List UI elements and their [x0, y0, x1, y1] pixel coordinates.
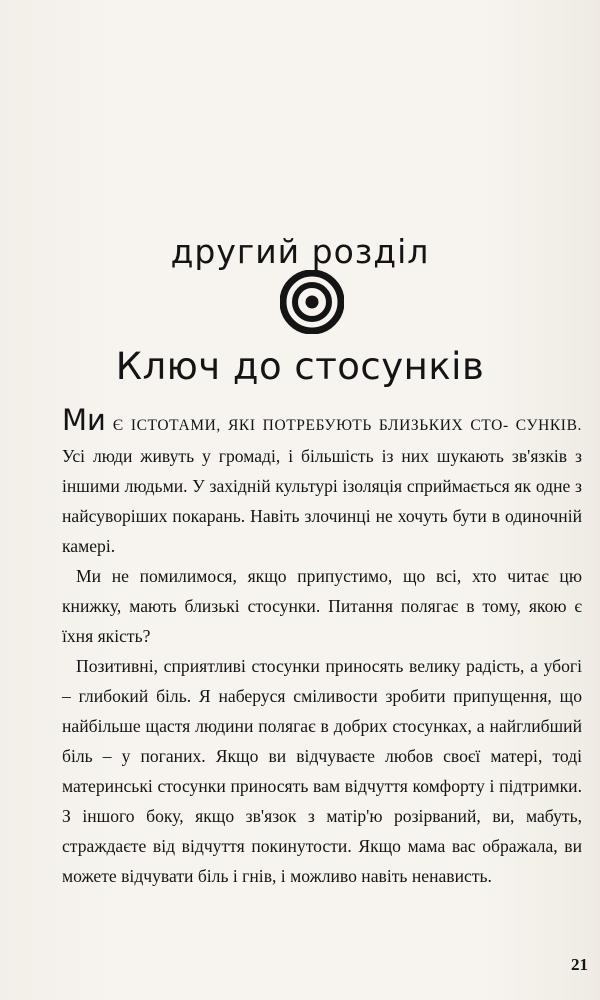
- page-number: 21: [571, 955, 588, 974]
- paragraph-1-text: Усі люди живуть у громаді, і більшість із них шукають зв'язків з іншими людьми. У західній культурі ізоляція сприймається як одне з найсуворіших покарань. Навіть злочинці не хочуть бути в одиночній камері.: [62, 446, 582, 556]
- chapter-title: Ключ до стосунків: [115, 345, 485, 388]
- chapter-label: другий розділ: [170, 232, 430, 271]
- concentric-circles-icon: [280, 270, 344, 334]
- paragraph-3: Позитивні, сприятливі стосунки приносять велику радість, а убогі – глибокий біль. Я наберуся сміливости зробити припущення, що найбільше щастя людини полягає в добрих стосунках, а найглибший біль – у поганих. Якщо ви відчуваєте любов своєї матері, тоді материнські стосунки приносять вам відчуття комфорту і підтримки. З іншого боку, якщо зв'язок з матір'ю розірваний, ви, мабуть, страждаєте від відчуття покинутости. Якщо мама вас ображала, ви можете відчувати біль і гнів, і можливо навіть ненависть.: [62, 656, 582, 886]
- paragraph-1: [62, 405, 582, 561]
- drop-cap: Ми: [62, 403, 106, 437]
- paragraph-2: Ми не помилимося, якщо припустимо, що всі, хто читає цю книжку, мають близькі стосунки. Питання полягає в тому, якою є їхня якість?: [62, 566, 582, 646]
- lead-in-smallcaps: Є ІСТОТАМИ, ЯКІ ПОТРЕБУЮТЬ БЛИЗЬКИХ СТО- СУНКІВ.: [105, 417, 582, 434]
- body-text: [62, 405, 582, 891]
